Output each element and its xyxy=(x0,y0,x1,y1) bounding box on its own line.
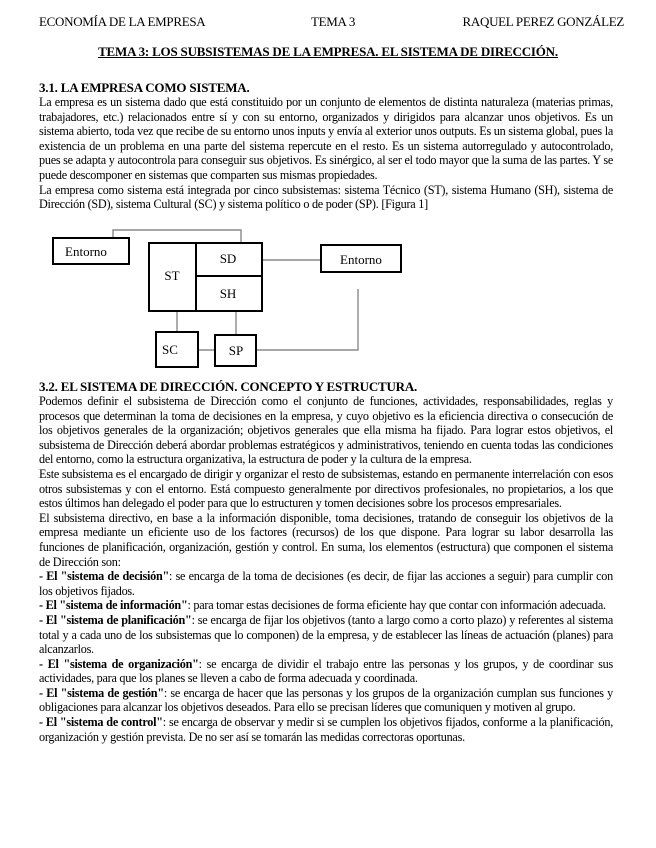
list-item xyxy=(39,686,613,715)
section-2-body xyxy=(39,394,613,744)
sd-label: SD xyxy=(219,251,237,266)
section-2-paragraph: El subsistema directivo, en base a la información disponible, toma decisiones, tratando de conseguir los objetivos de la empresa mediante un eficiente uso de los factores (recursos) de los que dispone. Para lograr su labor desarrolla las funciones de planificación, organización, gestión y control. En suma, los elementos (estructura) que componen el sistema de Dirección son: xyxy=(39,510,613,569)
section-2-paragraph: Este subsistema es el encargado de dirigir y organizar el resto de subsistemas, estando en permanente interrelación con esos otros subsistemas y con el entorno. Está compuesto generalmente por directivos profesionales, no propietarios, a los que estos últimos han delegado el poder para que lo estructuren y tomen decisiones sobre los procesos empresariales. xyxy=(39,466,613,511)
section-2-paragraph: Podemos definir el subsistema de Dirección como el conjunto de funciones, actividades, responsabilidades, reglas y procesos que determinan la toma de decisiones en la empresa, y cuyo objetivo es la eficiencia directiva o consecución de los objetivos generales de la organización; objetivos generales que ella misma ha fijado. Para lograr estos objetivos, el subsistema de Dirección deberá abordar problemas estratégicos y administrativos, teniendo en cuenta todas las condiciones del entorno, como la estructura organizativa, la estructura de poder y la cultura de la empresa. xyxy=(39,394,613,467)
list-item xyxy=(39,657,613,686)
list-item-text: : se encarga de hacer que las personas y los grupos de la organización cumplan sus funciones y obligaciones para alcanzar los objetivos deseados. Para ello se precisan líderes que comuniquen y motiven al grupo. xyxy=(39,685,613,715)
list-item-text: : se encarga de observar y medir si se cumplen los objetivos fijados, conforme a la planificación, organización y gestión prevista. De no ser así se tomarán las medidas correctoras oportunas. xyxy=(39,715,614,744)
header-author: RAQUEL PEREZ GONZÁLEZ xyxy=(462,14,624,29)
document-title: TEMA 3: LOS SUBSISTEMAS DE LA EMPRESA. EL SISTEMA DE DIRECCIÓN. xyxy=(98,44,558,59)
list-item-label: - El "sistema de control" xyxy=(39,715,163,730)
section-1-body xyxy=(39,95,613,212)
section-1-paragraph: La empresa es un sistema dado que está constituido por un conjunto de elementos de distinta naturaleza (materias primas, trabajadores, etc.) relacionados entre sí y con su entorno, organizados y dirigidos para alcanzar unos objetivos. Es un sistema abierto, toda vez que recibe de su entorno unos inputs y envía al exterior unos outputs. Es un sistema global, pues la existencia de un problema en una parte del sistema repercute en el resto. Es un sistema autorregulado y autocontrolado, pues se adapta y autocontrola para conseguir sus objetivos. Es sinérgico, al ser el todo mayor que la suma de las partes. Y se puede descomponer en sistemas que comparten sus mismas propiedades. xyxy=(39,95,613,182)
st-label: ST xyxy=(164,268,180,283)
list-item-text: : se encarga de la toma de decisiones (es decir, de fijar las acciones a seguir) para cumplir con los objetivos fijados. xyxy=(39,569,613,598)
list-item-text: : para tomar estas decisiones de forma eficiente hay que contar con información adecuada. xyxy=(187,598,606,613)
list-item-text: : se encarga de dividir el trabajo entre las personas y los grupos, y de coordinar sus actividades, para que los planes se lleven a cabo de forma adecuada y coordinada. xyxy=(39,656,613,686)
section-1-paragraph: La empresa como sistema está integrada por cinco subsistemas: sistema Técnico (ST), sistema Humano (SH), sistema de Dirección (SD), sistema Cultural (SC) y sistema político o de poder (SP). [Figura 1] xyxy=(39,182,613,212)
sh-label: SH xyxy=(219,286,237,301)
header-course: ECONOMÍA DE LA EMPRESA xyxy=(39,14,206,29)
subsystems-diagram xyxy=(0,228,656,376)
list-item xyxy=(39,569,613,598)
list-item-label: - El "sistema de información" xyxy=(39,598,188,613)
list-item xyxy=(39,613,613,657)
environment-label-left: Entorno xyxy=(65,244,107,259)
list-item-label: - El "sistema de gestión" xyxy=(39,685,164,700)
list-item xyxy=(39,598,613,613)
list-item-label: - El "sistema de decisión" xyxy=(39,569,170,584)
section-1-heading: 3.1. LA EMPRESA COMO SISTEMA. xyxy=(39,80,250,95)
list-item-text: : se encarga de fijar los objetivos (tanto a largo como a corto plazo) y referentes al sistema total y a cada uno de los subsistemas que lo componen) de la empresa, y de establecer las líneas de actuación (planes) para alcanzarlos. xyxy=(39,612,613,657)
list-item xyxy=(39,715,613,744)
list-item-label: - El "sistema de planificación" xyxy=(39,612,192,627)
section-2-heading: 3.2. EL SISTEMA DE DIRECCIÓN. CONCEPTO Y ESTRUCTURA. xyxy=(39,379,418,394)
sc-label: SC xyxy=(162,342,178,357)
sp-label: SP xyxy=(228,343,244,358)
header-topic: TEMA 3 xyxy=(311,14,356,29)
list-item-label: - El "sistema de organización" xyxy=(39,656,199,671)
environment-label-right: Entorno xyxy=(340,252,382,267)
